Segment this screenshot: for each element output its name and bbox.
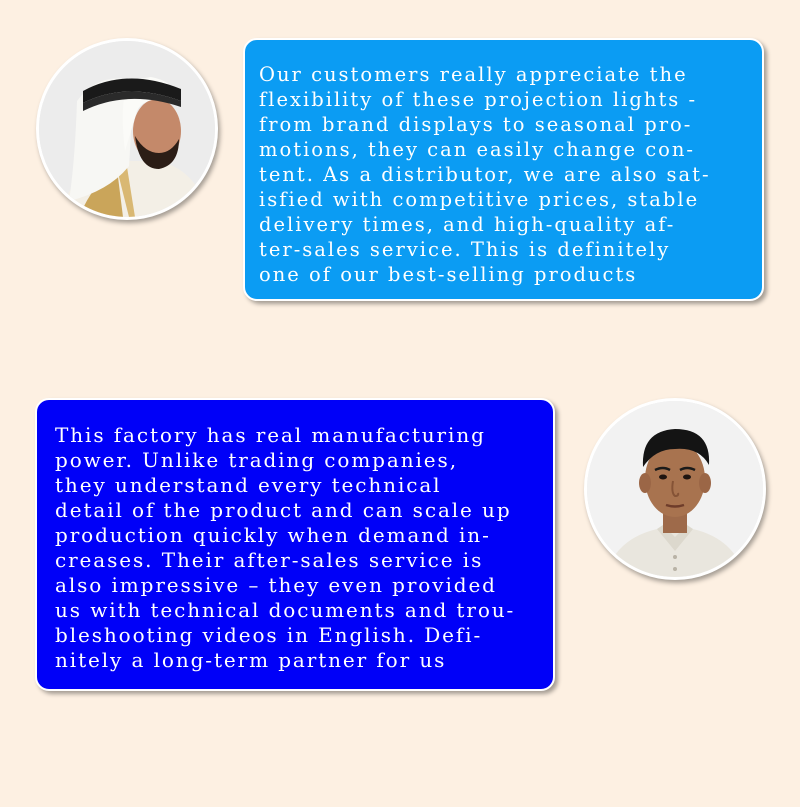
- quote-line: production quickly when demand in-: [55, 523, 491, 547]
- quote-line: flexibility of these projection lights -: [259, 88, 698, 111]
- quote-line: from brand displays to seasonal pro-: [259, 113, 693, 136]
- customer-avatar-1: [36, 38, 218, 220]
- quote-line: creases. Their after-sales service is: [55, 548, 484, 572]
- man-headscarf-portrait-icon: [39, 41, 215, 217]
- testimonial-bubble-2: [35, 398, 555, 691]
- quote-line: motions, they can easily change con-: [259, 138, 696, 161]
- quote-line: This factory has real manufacturing: [55, 423, 486, 447]
- young-man-portrait-icon: [587, 401, 763, 577]
- quote-line: us with technical documents and trou-: [55, 598, 516, 622]
- quote-line: detail of the product and can scale up: [55, 498, 512, 522]
- quote-line: nitely a long-term partner for us: [55, 648, 447, 672]
- quote-line: isfied with competitive prices, stable: [259, 188, 700, 211]
- quote-line: tent. As a distributor, we are also sat-: [259, 163, 711, 186]
- quote-line: bleshooting videos in English. Defi-: [55, 623, 483, 647]
- quote-line: power. Unlike trading companies,: [55, 448, 458, 472]
- quote-line: delivery times, and high-quality af-: [259, 213, 676, 236]
- quote-line: ter-sales service. This is definitely: [259, 238, 671, 261]
- customer-avatar-2: [584, 398, 766, 580]
- quote-line: they understand every technical: [55, 473, 442, 497]
- quote-line: also impressive – they even provided: [55, 573, 497, 597]
- quote-line: one of our best-selling products: [259, 263, 638, 286]
- testimonial-bubble-1: [243, 38, 764, 301]
- quote-line: Our customers really appreciate the: [259, 63, 688, 86]
